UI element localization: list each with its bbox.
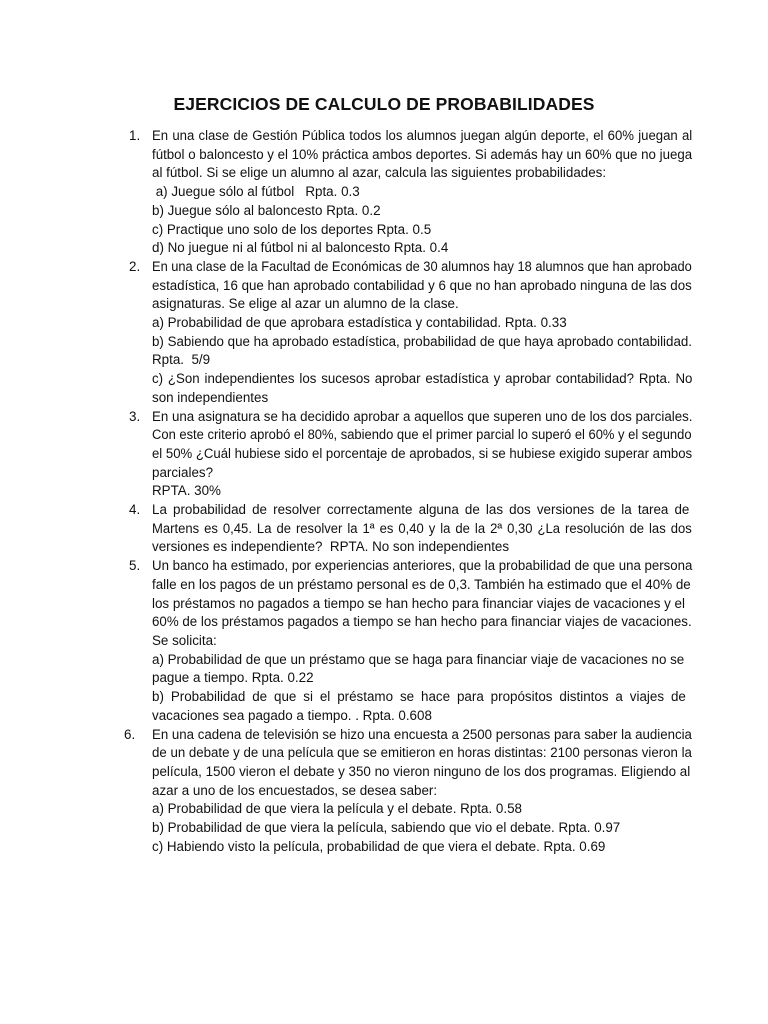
page-title: EJERCICIOS DE CALCULO DE PROBABILIDADES	[173, 94, 595, 114]
text-line: los préstamos no pagados a tiempo se han hecho para financiar viajes de vacaciones y el	[152, 595, 685, 611]
answer-line: b) Juegue sólo al baloncesto Rpta. 0.2	[152, 202, 381, 218]
exercise-body	[152, 127, 692, 258]
text-line: película, 1500 vieron el debate y 350 no vieron ninguno de los dos programas. Eligiendo al	[152, 763, 691, 779]
answer-line: b) Probabilidad de que si el préstamo se hace para propósitos distintos a viajes de	[152, 689, 686, 705]
exercise-number: 2.	[129, 258, 141, 274]
text-line: En una clase de la Facultad de Económicas de 30 alumnos hay 18 alumnos que han aprobado	[152, 258, 692, 274]
exercise-body	[152, 726, 692, 857]
answer-line: Rpta. 5/9	[152, 352, 211, 368]
answer-text: a) Juegue sólo al fútbol Rpta. 0.3	[152, 184, 360, 200]
text-line: asignaturas. Se elige al azar un alumno de la clase.	[152, 296, 459, 312]
text-line: falle en los pagos de un préstamo personal es de 0,3. También ha estimado que el 40% de	[152, 576, 691, 592]
text-line: el 50% ¿Cuál hubiese sido el porcentaje de aprobados, si se hubiese exigido superar ambos	[152, 445, 693, 461]
answer-line: versiones es independiente? RPTA. No son independientes	[152, 539, 510, 555]
exercise-4	[0, 501, 768, 557]
exercise-body	[152, 258, 692, 408]
exercise-6	[0, 726, 768, 857]
exercise-2	[0, 258, 768, 408]
exercise-5	[0, 557, 768, 725]
answer-line: a) Probabilidad de que un préstamo que se haga para financiar viaje de vacaciones no se	[152, 651, 685, 667]
text-line: estadística, 16 que han aprobado contabilidad y 6 que no han aprobado ninguna de las dos	[152, 277, 692, 293]
text-line: fútbol o baloncesto y el 10% práctica ambos deportes. Si además hay un 60% que no juega	[152, 146, 693, 162]
text-line: parciales?	[152, 464, 214, 480]
exercise-body	[152, 557, 692, 725]
answer-line: c) ¿Son independientes los sucesos aprobar estadística y aprobar contabilidad? Rpta. No	[152, 371, 693, 387]
exercise-number: 3.	[129, 408, 141, 424]
exercise-number: 4.	[129, 502, 141, 518]
text-line: En una asignatura se ha decidido aprobar a aquellos que superen uno de los dos parciales.	[152, 408, 693, 424]
answer-line: a) Probabilidad de que viera la película y el debate. Rpta. 0.58	[152, 801, 522, 817]
text-line: Un banco ha estimado, por experiencias anteriores, que la probabilidad de que una persona	[152, 558, 693, 574]
text-line: En una clase de Gestión Pública todos los alumnos juegan algún deporte, el 60% juegan al	[152, 128, 693, 143]
exercise-1	[0, 127, 768, 258]
answer-line	[152, 183, 692, 202]
answer-line: vacaciones sea pagado a tiempo. . Rpta. 0.608	[152, 707, 432, 723]
text-line: Martens es 0,45. La de resolver la 1ª es 0,40 y la de la 2ª 0,30 ¿La resolución de las dos	[152, 520, 692, 536]
exercise-number: 5.	[129, 558, 141, 574]
text-line: 60% de los préstamos pagados a tiempo se han hecho para financiar viajes de vacaciones.	[152, 614, 692, 630]
answer-line: son independientes	[152, 389, 269, 405]
answer-line: b) Sabiendo que ha aprobado estadística, probabilidad de que haya aprobado contabilidad.	[152, 333, 692, 349]
text-line: Se solicita:	[152, 632, 217, 648]
text-line: Con este criterio aprobó el 80%, sabiendo que el primer parcial lo superó el 60% y el segundo	[152, 427, 692, 443]
answer-line: b) Probabilidad de que viera la película, sabiendo que vio el debate. Rpta. 0.97	[152, 820, 621, 836]
exercise-body	[152, 408, 692, 502]
text-line: La probabilidad de resolver correctamente alguna de las dos versiones de la tarea de	[152, 502, 690, 518]
exercise-list	[0, 127, 768, 856]
exercise-body	[152, 501, 692, 557]
text-line: de un debate y de una película que se emitieron en horas distintas: 2100 personas vieron la	[152, 745, 692, 761]
answer-line: d) No juegue ni al fútbol ni al baloncesto Rpta. 0.4	[152, 240, 449, 256]
exercise-number: 6.	[124, 726, 136, 742]
text-line: azar a uno de los encuestados, se desea saber:	[152, 782, 438, 798]
text-line: En una cadena de televisión se hizo una encuesta a 2500 personas para saber la audiencia	[152, 726, 692, 742]
answer-line: pague a tiempo. Rpta. 0.22	[152, 670, 314, 686]
answer-line: c) Habiendo visto la película, probabilidad de que viera el debate. Rpta. 0.69	[152, 838, 606, 854]
text-line: al fútbol. Si se elige un alumno al azar, calcula las siguientes probabilidades:	[152, 165, 607, 181]
answer-line: a) Probabilidad de que aprobara estadística y contabilidad. Rpta. 0.33	[152, 315, 567, 331]
exercise-number: 1.	[129, 128, 141, 143]
exercise-3	[0, 408, 768, 502]
answer-line: RPTA. 30%	[152, 483, 221, 499]
answer-line: c) Practique uno solo de los deportes Rpta. 0.5	[152, 221, 432, 237]
